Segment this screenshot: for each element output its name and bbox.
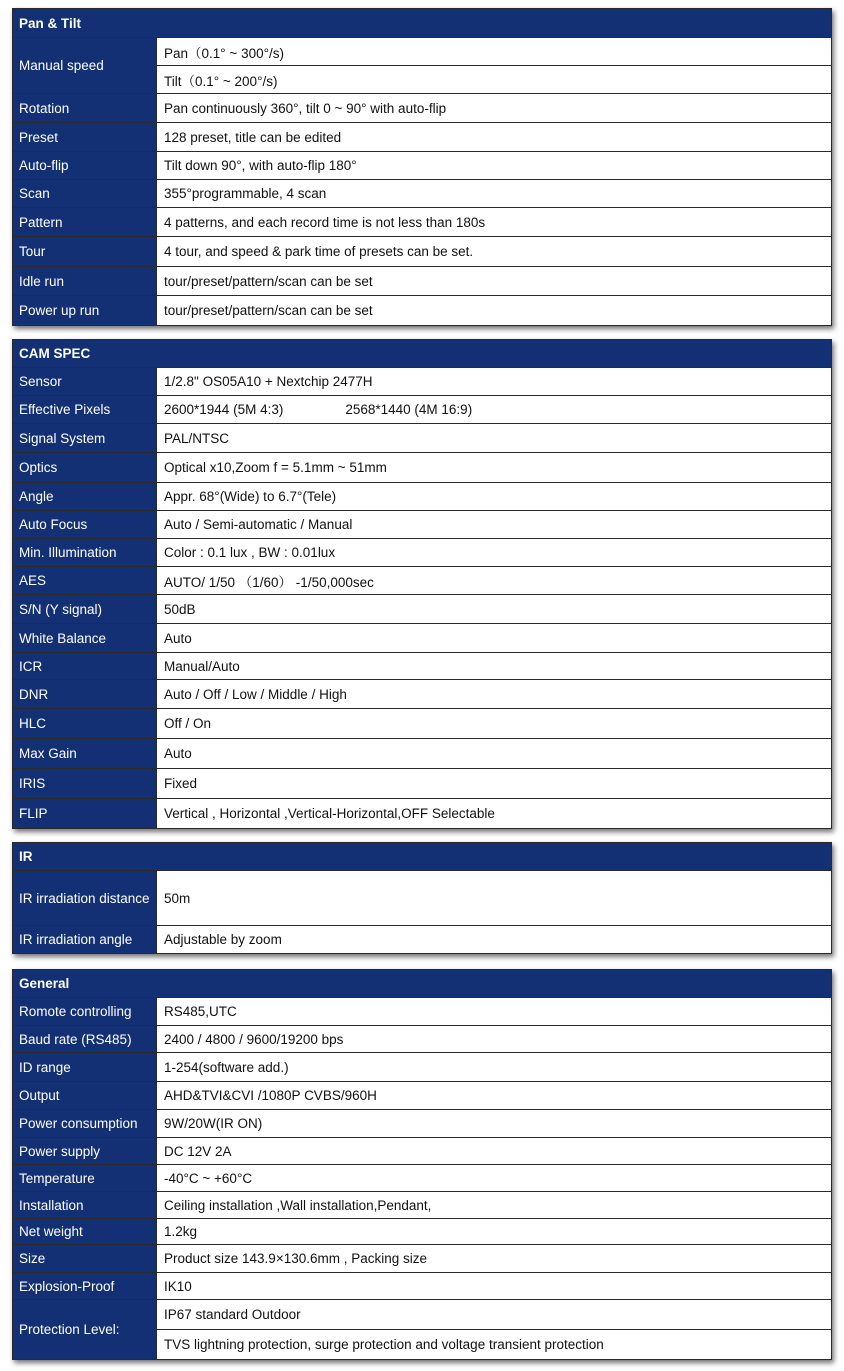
- pan-tilt-header: [13, 9, 831, 38]
- spec-label: IR irradiation angle: [13, 926, 157, 953]
- spec-label: Scan: [13, 180, 157, 207]
- spec-value-ip67: IP67 standard Outdoor: [157, 1300, 831, 1330]
- spec-row: [13, 709, 831, 739]
- spec-row: [13, 511, 831, 539]
- spec-value: 4 patterns, and each record time is not less than 180s: [164, 214, 486, 230]
- spec-value: tour/preset/pattern/scan can be set: [164, 273, 373, 289]
- spec-row: [13, 539, 831, 567]
- spec-row: [13, 799, 831, 828]
- spec-label: Size: [13, 1245, 157, 1272]
- spec-label: Signal System: [13, 424, 157, 452]
- spec-row: [13, 152, 831, 180]
- spec-label: Rotation: [13, 94, 157, 122]
- spec-value: AHD&TVI&CVI /1080P CVBS/960H: [164, 1088, 377, 1103]
- spec-label: Installation: [13, 1192, 157, 1218]
- ir-section: [12, 842, 832, 954]
- cam-spec-section: [12, 339, 832, 829]
- spec-value: Adjustable by zoom: [164, 932, 282, 947]
- spec-label: Temperature: [13, 1165, 157, 1191]
- section-title: IR: [19, 849, 33, 864]
- spec-label: Power consumption: [13, 1110, 157, 1137]
- spec-label: Power up run: [13, 296, 157, 325]
- spec-value: Auto: [164, 746, 192, 761]
- section-title: General: [19, 976, 70, 991]
- spec-row: [13, 1219, 831, 1245]
- spec-value: Appr. 68°(Wide) to 6.7°(Tele): [164, 489, 337, 504]
- general-header: [13, 970, 831, 998]
- spec-row-protection-level: [13, 1300, 831, 1359]
- spec-value: Auto: [164, 630, 192, 646]
- spec-value: 2400 / 4800 / 9600/19200 bps: [164, 1031, 344, 1047]
- spec-row: [13, 483, 831, 511]
- spec-row: [13, 1053, 831, 1082]
- spec-label: Optics: [13, 453, 157, 482]
- spec-row: [13, 595, 831, 624]
- spec-value: IK10: [164, 1278, 192, 1294]
- spec-label: IR irradiation distance: [13, 871, 157, 925]
- spec-value: Optical x10,Zoom f = 5.1mm ~ 51mm: [164, 460, 387, 475]
- spec-row-sensor: [13, 368, 831, 396]
- ir-header: [13, 843, 831, 871]
- spec-label: Max Gain: [13, 739, 157, 768]
- spec-value: 50dB: [164, 601, 196, 617]
- spec-value: 4 tour, and speed & park time of presets can be set.: [164, 244, 474, 259]
- spec-value: Off / On: [164, 716, 212, 731]
- spec-value: Auto / Off / Low / Middle / High: [164, 686, 347, 702]
- spec-value: 9W/20W(IR ON): [164, 1116, 263, 1131]
- spec-row: [13, 1110, 831, 1138]
- spec-label: Tour: [13, 237, 157, 266]
- spec-label: Sensor: [13, 368, 157, 395]
- spec-label: Idle run: [13, 267, 157, 295]
- spec-row: [13, 424, 831, 453]
- spec-row: [13, 1138, 831, 1165]
- spec-label: Power supply: [13, 1138, 157, 1164]
- general-section: [12, 969, 832, 1360]
- spec-value: Pan continuously 360°, tilt 0 ~ 90° with auto-flip: [164, 100, 447, 116]
- spec-value-4m: 2568*1440 (4M 16:9): [345, 402, 473, 417]
- spec-value: Auto / Semi-automatic / Manual: [164, 517, 353, 532]
- spec-value: Ceiling installation ,Wall installation,Pendant,: [164, 1197, 432, 1213]
- spec-row: [13, 926, 831, 953]
- spec-label: Min. Illumination: [13, 539, 157, 566]
- spec-value: Tilt down 90°, with auto-flip 180°: [164, 158, 357, 173]
- spec-label: FLIP: [13, 799, 157, 828]
- spec-label: Pattern: [13, 208, 157, 236]
- spec-label: Output: [13, 1082, 157, 1109]
- spec-label: Baud rate (RS485): [13, 1026, 157, 1052]
- spec-row: [13, 296, 831, 325]
- spec-row: [13, 567, 831, 595]
- spec-value: Vertical , Horizontal ,Vertical-Horizontal,OFF Selectable: [164, 806, 495, 821]
- spec-label: HLC: [13, 709, 157, 738]
- spec-row: [13, 871, 831, 926]
- spec-label: Romote controlling: [13, 998, 157, 1025]
- spec-value: Product size 143.9×130.6mm , Packing size: [164, 1251, 428, 1266]
- spec-value: -40°C ~ +60°C: [164, 1170, 253, 1186]
- spec-row: [13, 453, 831, 483]
- spec-value: Color : 0.1 lux , BW : 0.01lux: [164, 545, 336, 560]
- spec-row: [13, 680, 831, 709]
- spec-row: [13, 1273, 831, 1300]
- spec-label: Auto Focus: [13, 511, 157, 538]
- spec-row: [13, 998, 831, 1026]
- spec-label: IRIS: [13, 769, 157, 798]
- spec-row: [13, 267, 831, 296]
- spec-value: 1-254(software add.): [164, 1059, 289, 1075]
- spec-value: Fixed: [164, 776, 198, 791]
- spec-label: Effective Pixels: [13, 396, 157, 423]
- spec-row: [13, 1082, 831, 1110]
- spec-value-tvs: TVS lightning protection, surge protection and voltage transient protection: [164, 1337, 604, 1352]
- spec-row: [13, 653, 831, 680]
- spec-value: RS485,UTC: [164, 1004, 237, 1019]
- spec-row-manual-speed: [13, 38, 831, 94]
- spec-value: PAL/NTSC: [164, 430, 230, 446]
- pan-tilt-section: [12, 8, 832, 326]
- spec-label: Net weight: [13, 1219, 157, 1244]
- cam-spec-header: [13, 340, 831, 368]
- spec-value-tilt-speed: Tilt（0.1° ~ 200°/s): [164, 73, 278, 89]
- spec-label: ID range: [13, 1053, 157, 1081]
- spec-label: S/N (Y signal): [13, 595, 157, 623]
- spec-value-5m: 2600*1944 (5M 4:3): [164, 402, 284, 417]
- spec-label: Manual speed: [13, 38, 157, 93]
- spec-row: [13, 94, 831, 123]
- section-title: CAM SPEC: [19, 346, 91, 361]
- spec-label: ICR: [13, 653, 157, 679]
- spec-row: [13, 208, 831, 237]
- spec-row: [13, 1245, 831, 1273]
- spec-label: Protection Level:: [13, 1300, 157, 1359]
- spec-label: Auto-flip: [13, 152, 157, 179]
- spec-value: 128 preset, title can be edited: [164, 129, 342, 145]
- spec-label: Explosion-Proof: [13, 1273, 157, 1299]
- spec-row: [13, 180, 831, 208]
- spec-row: [13, 624, 831, 653]
- spec-row: [13, 237, 831, 267]
- spec-label: AES: [13, 567, 157, 594]
- spec-value: [157, 396, 831, 423]
- spec-label: DNR: [13, 680, 157, 708]
- spec-row: [13, 1192, 831, 1219]
- spec-value-pan-speed: Pan（0.1° ~ 300°/s): [157, 38, 831, 66]
- spec-value: DC 12V 2A: [164, 1143, 232, 1159]
- spec-value: AUTO/ 1/50 （1/60） -1/50,000sec: [164, 574, 374, 590]
- spec-row: [13, 1165, 831, 1192]
- spec-value: Manual/Auto: [164, 658, 240, 674]
- spec-row: [13, 1026, 831, 1053]
- spec-value: 1.2kg: [164, 1224, 198, 1239]
- spec-value: 355°programmable, 4 scan: [164, 186, 327, 201]
- spec-row-effective-pixels: [13, 396, 831, 424]
- spec-row: [13, 123, 831, 152]
- spec-label: Angle: [13, 483, 157, 510]
- spec-label: Preset: [13, 123, 157, 151]
- spec-label: White Balance: [13, 624, 157, 652]
- spec-value: 50m: [164, 890, 191, 906]
- spec-row: [13, 739, 831, 769]
- spec-value: tour/preset/pattern/scan can be set: [164, 303, 373, 318]
- section-title: Pan & Tilt: [19, 15, 82, 31]
- spec-row: [13, 769, 831, 799]
- spec-value: 1/2.8" OS05A10 + Nextchip 2477H: [164, 374, 373, 389]
